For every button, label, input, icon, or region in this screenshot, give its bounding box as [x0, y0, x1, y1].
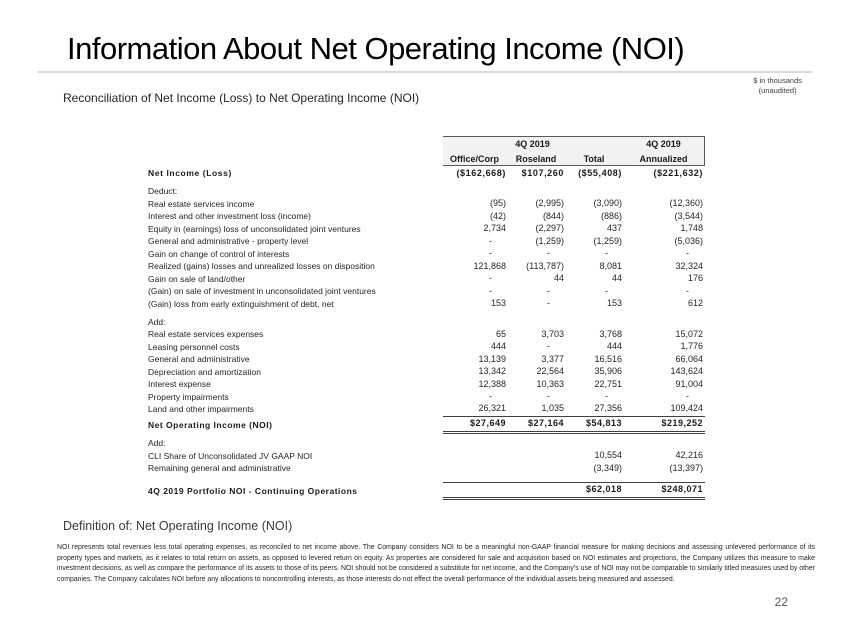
- row-value: -: [605, 285, 609, 296]
- table-row: [148, 329, 705, 342]
- row-value: (12,360): [669, 198, 704, 209]
- row-value: 13,139: [478, 353, 506, 364]
- row-value: [443, 450, 508, 463]
- row-label: Gain on sale of land/other: [148, 273, 246, 284]
- table-row: [148, 236, 705, 249]
- row-label: (Gain) on sale of investment in unconsolidated joint ventures: [148, 286, 376, 297]
- row-value: 121,868: [473, 260, 506, 271]
- row-label: Real estate services income: [148, 198, 255, 209]
- table-row: [148, 391, 705, 404]
- row-value: 10,554: [594, 450, 623, 461]
- row-value: $27,649: [443, 416, 508, 432]
- table-row: [148, 180, 705, 198]
- table-row: [148, 482, 705, 498]
- row-value: (3,090): [593, 198, 623, 209]
- row-value: 2,734: [483, 223, 506, 234]
- row-label: Property impairments: [148, 391, 229, 402]
- table-body: [148, 166, 705, 498]
- row-value: 65: [495, 328, 506, 339]
- row-value: [624, 475, 705, 482]
- row-label: Net Operating Income (NOI): [148, 420, 273, 431]
- row-value: [508, 463, 566, 476]
- row-value: -: [547, 341, 550, 352]
- column-header-row: [148, 151, 705, 166]
- row-value: -: [686, 391, 690, 402]
- table-row: [148, 223, 705, 236]
- page-title: Information About Net Operating Income (NOI): [67, 31, 685, 66]
- row-value: 15,072: [675, 328, 704, 339]
- row-value: (1,259): [593, 235, 623, 246]
- header-spacer: [148, 136, 443, 151]
- row-label: Realized (gains) losses and unrealized losses on disposition: [148, 261, 375, 272]
- row-value: 153: [606, 298, 623, 309]
- row-value: (3,349): [593, 462, 623, 473]
- row-value: [508, 311, 566, 329]
- row-label: Net Income (Loss): [148, 168, 232, 179]
- row-label: Interest and other investment loss (income): [148, 211, 311, 222]
- row-value: ($221,632): [653, 167, 704, 178]
- row-value: -: [547, 298, 550, 309]
- table-row: [148, 416, 705, 432]
- title-divider: [38, 71, 812, 73]
- period-header-annualized: 4Q 2019: [646, 138, 681, 149]
- row-value: (113,787): [526, 260, 564, 271]
- row-label: Remaining general and administrative: [148, 463, 291, 474]
- row-value: -: [489, 285, 492, 296]
- row-value: 91,004: [675, 378, 704, 389]
- row-value: 16,516: [594, 353, 623, 364]
- row-label: Depreciation and amortization: [148, 366, 261, 377]
- table-row: [148, 286, 705, 299]
- row-value: [443, 463, 508, 476]
- table-row: [148, 211, 705, 224]
- row-value: 22,564: [536, 366, 564, 377]
- row-value: [624, 432, 705, 450]
- row-value: -: [547, 248, 550, 259]
- row-value: -: [489, 391, 492, 402]
- row-value: 3,768: [599, 328, 623, 339]
- row-value: (95): [489, 198, 506, 209]
- table-row: [148, 198, 705, 211]
- row-value: -: [489, 273, 492, 284]
- row-value: -: [547, 285, 550, 296]
- row-value: [566, 432, 624, 450]
- row-label: Add:: [148, 316, 166, 327]
- row-value: [508, 180, 566, 198]
- row-value: [566, 180, 624, 198]
- row-value: ($55,408): [578, 167, 623, 178]
- row-value: 176: [687, 273, 704, 284]
- row-value: $62,018: [566, 482, 624, 498]
- row-value: [508, 450, 566, 463]
- row-value: (844): [542, 210, 564, 221]
- row-label: General and administrative: [148, 354, 250, 365]
- row-value: [508, 475, 566, 482]
- table-row: [148, 366, 705, 379]
- row-value: 1,748: [680, 223, 704, 234]
- row-value: [508, 432, 566, 450]
- reconciliation-table-wrap: [148, 136, 705, 500]
- row-value: (13,397): [669, 462, 704, 473]
- row-value: 612: [687, 298, 704, 309]
- row-label: General and administrative - property level: [148, 236, 309, 247]
- units-note-line1: $ in thousands: [753, 76, 802, 85]
- reconciliation-table: [148, 136, 705, 500]
- row-value: [443, 432, 508, 450]
- row-value: 1,035: [541, 403, 564, 414]
- definition-heading: Definition of: Net Operating Income (NOI): [63, 519, 293, 533]
- table-row: [148, 404, 705, 417]
- table-header: [148, 136, 705, 166]
- table-row: [148, 432, 705, 450]
- row-value: $219,252: [624, 416, 705, 432]
- table-row: [148, 475, 705, 482]
- table-row: [148, 298, 705, 311]
- table-row: [148, 450, 705, 463]
- row-value: 26,321: [478, 403, 506, 414]
- row-label: Gain on change of control of interests: [148, 248, 290, 259]
- row-value: [624, 180, 705, 198]
- table-row: [148, 273, 705, 286]
- row-label: Deduct:: [148, 186, 178, 197]
- units-note-line2: (unaudited): [758, 86, 797, 95]
- row-value: 44: [612, 273, 623, 284]
- row-value: [508, 482, 566, 498]
- row-value: 143,624: [670, 366, 704, 377]
- table-row: [148, 311, 705, 329]
- row-value: 1,776: [680, 341, 704, 352]
- row-value: -: [686, 285, 690, 296]
- row-value: $248,071: [624, 482, 705, 498]
- row-label: CLI Share of Unconsolidated JV GAAP NOI: [148, 450, 313, 461]
- row-label: Equity in (earnings) loss of unconsolidated joint ventures: [148, 223, 361, 234]
- row-value: (5,036): [674, 235, 704, 246]
- row-value: (886): [601, 210, 623, 221]
- row-value: 32,324: [675, 260, 704, 271]
- row-label: Land and other impairments: [148, 404, 254, 415]
- table-row: [148, 354, 705, 367]
- row-value: ($162,668): [456, 167, 506, 178]
- row-value: -: [547, 391, 550, 402]
- period-header-row: [148, 136, 705, 151]
- table-row: [148, 166, 705, 180]
- table-row: [148, 261, 705, 274]
- row-value: [443, 482, 508, 498]
- row-value: -: [605, 391, 609, 402]
- table-row: [148, 379, 705, 392]
- row-value: $107,260: [521, 167, 564, 178]
- row-value: 12,388: [478, 378, 506, 389]
- row-value: [443, 475, 508, 482]
- row-value: 109,424: [670, 403, 704, 414]
- row-value: [566, 475, 624, 482]
- row-value: 444: [490, 341, 506, 352]
- row-value: -: [686, 248, 690, 259]
- row-value: 42,216: [675, 450, 704, 461]
- col-header-roseland: Roseland: [515, 153, 557, 164]
- row-value: -: [489, 248, 492, 259]
- col-header-total: Total: [583, 153, 605, 164]
- row-value: (3,544): [674, 210, 704, 221]
- row-value: [566, 311, 624, 329]
- row-value: $54,813: [566, 416, 624, 432]
- row-label: Leasing personnel costs: [148, 341, 240, 352]
- row-value: $27,164: [508, 416, 566, 432]
- row-label: Interest expense: [148, 379, 211, 390]
- row-value: (2,297): [535, 223, 564, 234]
- table-row: [148, 248, 705, 261]
- row-value: [624, 311, 705, 329]
- row-value: (42): [489, 210, 506, 221]
- row-value: 444: [606, 341, 623, 352]
- header-spacer: [148, 151, 443, 166]
- row-value: 22,751: [594, 378, 623, 389]
- row-value: 8,081: [599, 260, 623, 271]
- row-value: 13,342: [478, 366, 506, 377]
- col-header-annualized: Annualized: [639, 153, 688, 164]
- table-row: [148, 463, 705, 476]
- row-value: 437: [606, 223, 623, 234]
- row-value: 66,064: [675, 353, 704, 364]
- row-label: Real estate services expenses: [148, 329, 264, 340]
- row-value: 3,703: [541, 328, 564, 339]
- row-value: [443, 180, 508, 198]
- row-value: 27,356: [594, 403, 623, 414]
- units-note: [753, 76, 802, 96]
- row-value: [443, 311, 508, 329]
- page-number: 22: [774, 595, 788, 609]
- row-label: [148, 475, 443, 482]
- row-value: -: [489, 235, 492, 246]
- period-header-main: 4Q 2019: [515, 138, 550, 149]
- col-header-office-corp: Office/Corp: [449, 153, 499, 164]
- row-value: 44: [553, 273, 564, 284]
- row-value: (2,995): [535, 198, 564, 209]
- table-subtitle: Reconciliation of Net Income (Loss) to Net Operating Income (NOI): [63, 91, 420, 105]
- row-value: 3,377: [541, 353, 564, 364]
- row-value: -: [605, 248, 609, 259]
- table-row: [148, 341, 705, 354]
- row-value: 35,906: [594, 366, 623, 377]
- row-label: (Gain) loss from early extinguishment of debt, net: [148, 298, 334, 309]
- row-value: 10,363: [536, 378, 564, 389]
- row-value: (1,259): [535, 235, 564, 246]
- row-value: 153: [490, 298, 506, 309]
- row-label: 4Q 2019 Portfolio NOI - Continuing Operations: [148, 486, 358, 497]
- row-label: Add:: [148, 438, 166, 449]
- definition-body: NOI represents total revenues less total operating expenses, as reconciled to net income above. The Company considers NOI to be a meaningful non-GAAP financial measure for making decisions and assessing unlevered performance of its property types and markets, as it relates to total return on assets, as opposed to levered return on equity. As properties are considered for sale and acquisition based on NOI estimates and projections, the Company utilizes this measure to make investment decisions, as well as compare the performance of its assets to those of its peers. NOI should not be considered a substitute for net income, and the Company’s use of NOI may not be comparable to similarly titled measures used by other companies. The Company calculates NOI before any allocations to noncontrolling interests, as those interests do not effect the overall performance of the individual assets being measured and assessed.: [57, 544, 815, 583]
